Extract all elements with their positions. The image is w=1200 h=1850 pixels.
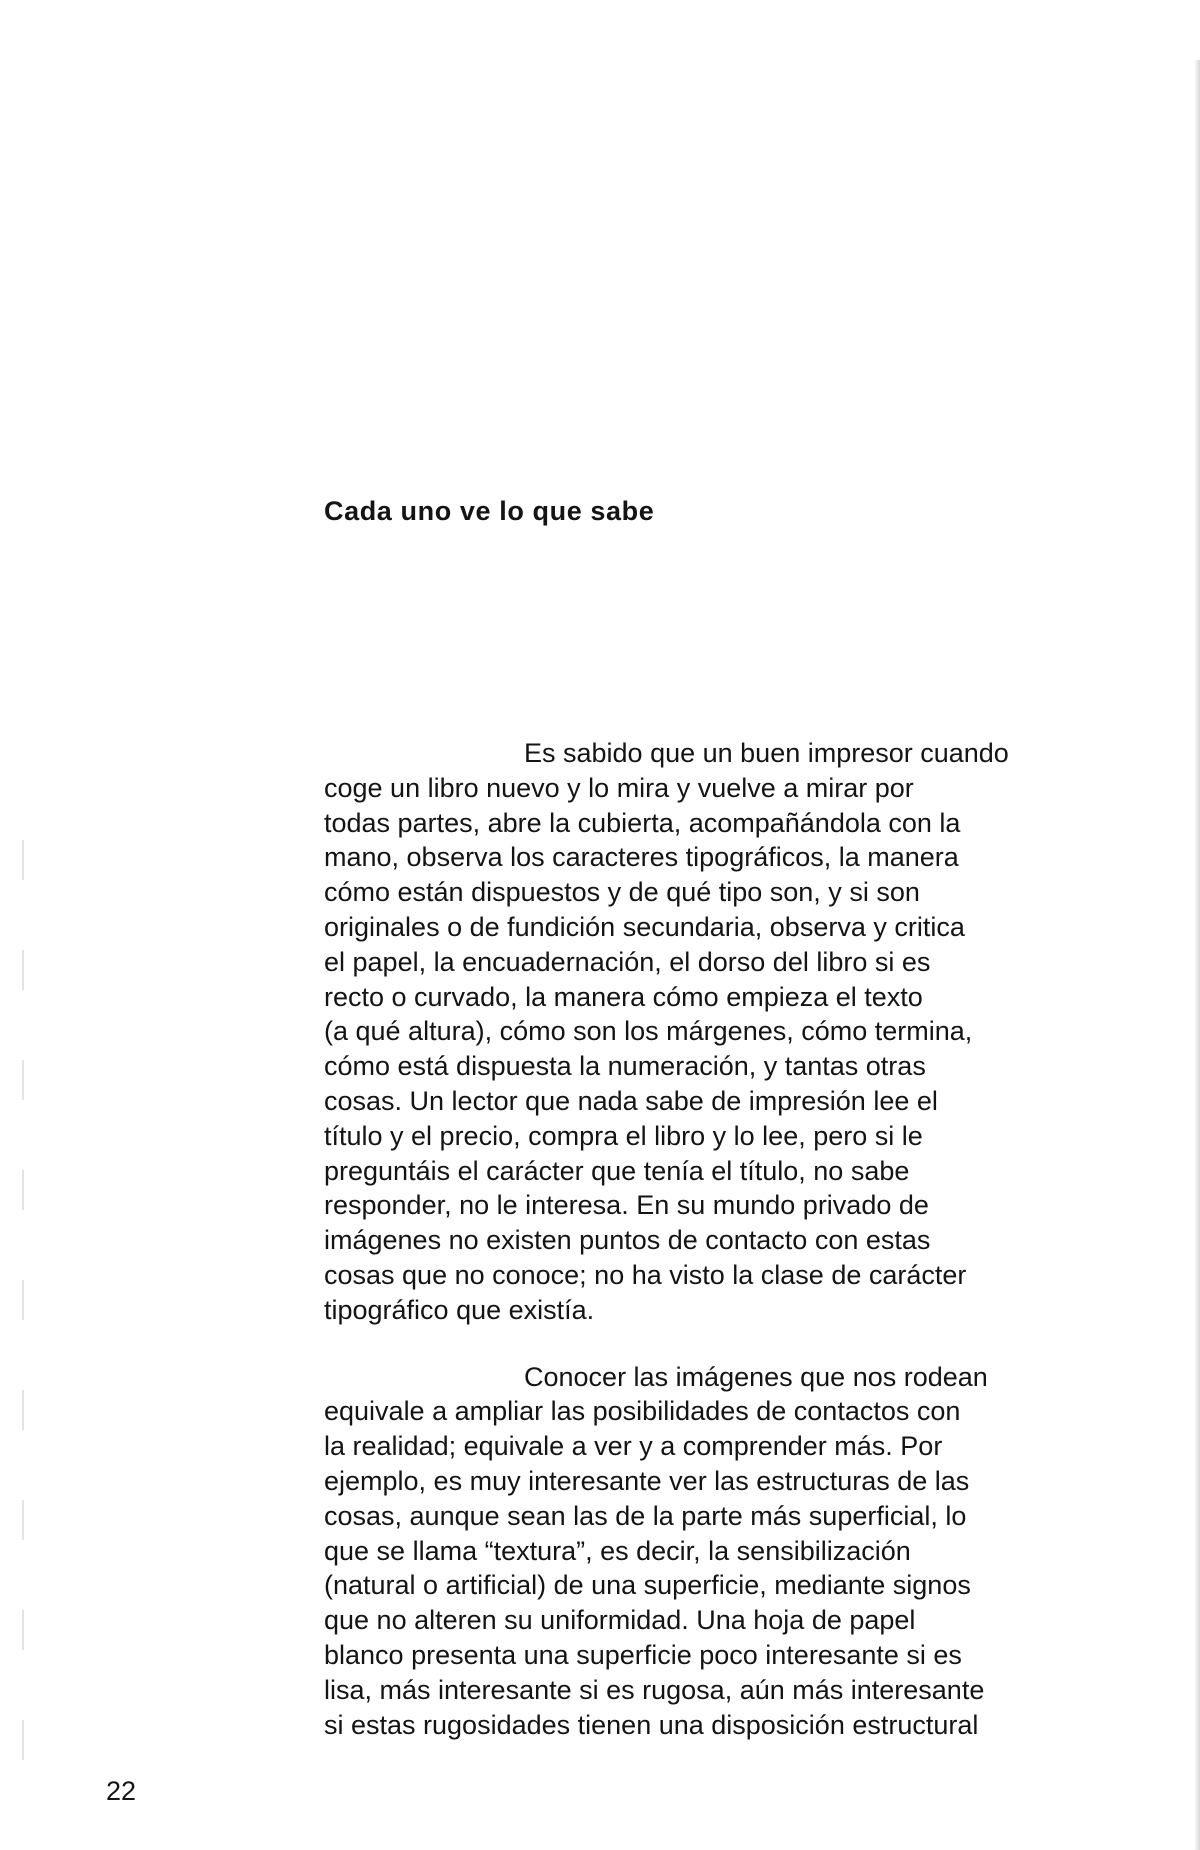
text-line: mano, observa los caracteres tipográficos, la manera bbox=[324, 842, 959, 873]
paragraph-1 bbox=[324, 736, 1124, 1328]
text-line: lisa, más interesante si es rugosa, aún más interesante bbox=[324, 1674, 985, 1705]
text-line: coge un libro nuevo y lo mira y vuelve a mirar por bbox=[324, 772, 914, 803]
text-line: (natural o artificial) de una superficie, mediante signos bbox=[324, 1570, 971, 1601]
page-number: 22 bbox=[106, 1776, 137, 1806]
scan-margin-marks bbox=[22, 840, 24, 1820]
text-line: todas partes, abre la cubierta, acompañándola con la bbox=[324, 807, 961, 838]
page-edge-shadow bbox=[1194, 60, 1200, 1850]
text-line: originales o de fundición secundaria, observa y critica bbox=[324, 911, 965, 942]
text-line: recto o curvado, la manera cómo empieza el texto bbox=[324, 981, 923, 1012]
text-line: que no alteren su uniformidad. Una hoja de papel bbox=[324, 1605, 916, 1636]
chapter-title: Cada uno ve lo que sabe bbox=[324, 496, 655, 526]
text-line: el papel, la encuadernación, el dorso del libro si es bbox=[324, 946, 931, 977]
text-line: título y el precio, compra el libro y lo lee, pero si le bbox=[324, 1120, 923, 1151]
text-line: cosas. Un lector que nada sabe de impresión lee el bbox=[324, 1085, 938, 1116]
text-line: responder, no le interesa. En su mundo privado de bbox=[324, 1190, 929, 1221]
text-line: cosas que no conoce; no ha visto la clase de carácter bbox=[324, 1259, 967, 1290]
text-line: (a qué altura), cómo son los márgenes, cómo termina, bbox=[324, 1016, 973, 1047]
text-line: cosas, aunque sean las de la parte más superficial, lo bbox=[324, 1500, 967, 1531]
text-line: si estas rugosidades tienen una disposición estructural bbox=[324, 1709, 979, 1740]
text-line: la realidad; equivale a ver y a comprender más. Por bbox=[324, 1431, 943, 1462]
text-line: equivale a ampliar las posibilidades de contactos con bbox=[324, 1396, 961, 1427]
text-line: tipográfico que existía. bbox=[324, 1294, 595, 1325]
text-line: ejemplo, es muy interesante ver las estructuras de las bbox=[324, 1465, 970, 1496]
text-line: que se llama “textura”, es decir, la sensibilización bbox=[324, 1535, 911, 1566]
text-line: cómo están dispuestos y de qué tipo son, y si son bbox=[324, 877, 920, 908]
text-line: preguntáis el carácter que tenía el título, no sabe bbox=[324, 1155, 910, 1186]
text-line: imágenes no existen puntos de contacto con estas bbox=[324, 1225, 931, 1256]
text-line: Es sabido que un buen impresor cuando bbox=[524, 738, 1009, 768]
paragraph-2 bbox=[324, 1360, 1124, 1743]
text-line: Conocer las imágenes que nos rodean bbox=[524, 1361, 988, 1392]
text-line: cómo está dispuesta la numeración, y tantas otras bbox=[324, 1051, 926, 1082]
body-text bbox=[324, 736, 1124, 1742]
text-line: blanco presenta una superficie poco interesante si es bbox=[324, 1639, 962, 1670]
